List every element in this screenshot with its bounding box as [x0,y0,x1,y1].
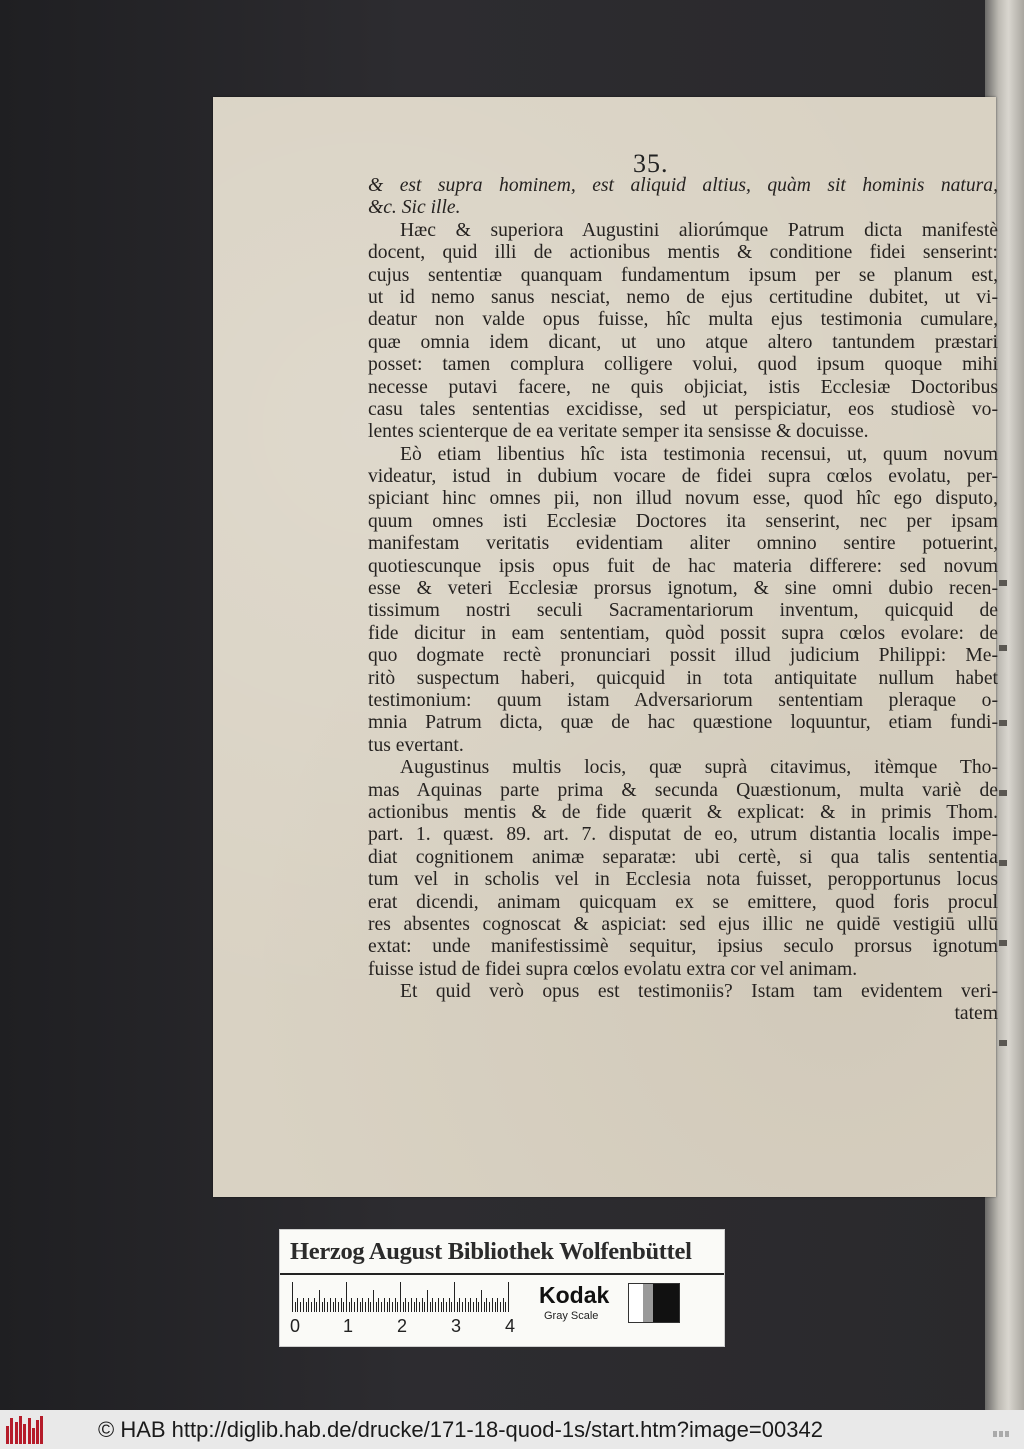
page-text-block [368,175,998,1026]
logo-bar [28,1418,31,1444]
text-line: &c. Sic ille. [368,197,461,219]
ruler-tick [446,1302,447,1312]
page-number: 35. [633,149,669,178]
ruler-tick [414,1302,415,1312]
ruler-tick [435,1302,436,1312]
footer-mini-icon [993,1424,1013,1430]
ruler-tick [489,1302,490,1312]
ruler-tick [381,1302,382,1312]
text-line: deatur non valde opus fuisse, hîc multa ejus testimonia cumulare, [368,309,998,331]
edge-mark [999,645,1007,651]
ruler-tick [432,1298,433,1312]
ruler-tick [449,1298,450,1312]
ruler-tick [459,1298,460,1312]
kodak-logo: Kodak [539,1282,610,1308]
logo-bar [15,1422,18,1444]
ruler-tick [338,1302,339,1312]
ruler-tick [354,1302,355,1312]
ruler-tick [486,1298,487,1312]
ruler-number: 1 [343,1316,354,1336]
ruler-tick [384,1298,385,1312]
text-line: quum omnes isti Ecclesiæ Doctores ita senserint, nec per ipsam [368,510,998,532]
ruler-number: 3 [451,1316,462,1336]
ruler-tick [362,1298,363,1312]
card-divider [280,1273,724,1275]
ruler-tick [392,1302,393,1312]
gray-scale-patch [628,1283,680,1323]
ruler-tick [468,1302,469,1312]
ruler-tick [408,1302,409,1312]
logo-bar [32,1428,35,1444]
edge-mark [999,720,1007,726]
text-line: spiciant hinc omnes pii, non illud novum esse, quod hîc ego disputo, [368,488,998,510]
ruler-tick [422,1298,423,1312]
text-line: extat: unde manifestissimè sequitur, ipsius seculo prorsus ignotum [368,936,998,958]
ruler-tick [365,1302,366,1312]
logo-bar [6,1426,9,1444]
ruler-tick [346,1282,347,1312]
ruler-tick [443,1298,444,1312]
text-line: fuisse istud de fidei supra cœlos evolatu extra cor vel animam. [368,958,858,980]
text-line: lentes scienterque de ea veritate semper ita sensisse & docuisse. [368,421,869,443]
ruler-tick [411,1298,412,1312]
logo-bar [10,1418,13,1444]
ruler-tick [311,1302,312,1312]
ruler-tick [397,1302,398,1312]
text-line: posset: tamen complura colligere volui, quod ipsum quoque mihi [368,354,998,376]
ruler-tick [395,1298,396,1312]
ruler-tick [481,1290,482,1312]
ruler-tick [376,1302,377,1312]
text-line: fide dicitur in eam sententiam, quòd possit supra cœlos evolare: de [368,622,998,644]
ruler-tick [441,1302,442,1312]
ruler-tick [419,1302,420,1312]
text-line: tissimum nostri seculi Sacramentariorum inventum, quicquid de [368,600,998,622]
ruler-tick [492,1298,493,1312]
ruler-tick [300,1302,301,1312]
ruler-tick [351,1298,352,1312]
ruler-tick [360,1302,361,1312]
ruler-tick [319,1290,320,1312]
ruler-tick [478,1302,479,1312]
ruler-number: 4 [505,1316,516,1336]
ruler-tick [306,1302,307,1312]
logo-bar [36,1420,39,1444]
text-line: esse & veteri Ecclesiæ prorsus ignotum, & sine omni dubio recen- [368,578,998,600]
ruler-tick [403,1302,404,1312]
book-page [213,97,996,1197]
text-line: diat cognitionem animæ separatæ: ubi certè, si qua talis sententia [368,846,998,868]
ruler-tick [322,1302,323,1312]
text-line: casu tales sententias excidisse, sed ut perspiciatur, eos studiosè vo- [368,398,998,420]
footer-copyright-url[interactable]: © HAB http://diglib.hab.de/drucke/171-18-quod-1s/start.htm?image=00342 [98,1417,823,1442]
text-line: videatur, istud in dubium vocare de fidei supra cœlos evolatu, per- [368,466,998,488]
edge-mark [999,860,1007,866]
ruler-tick [473,1302,474,1312]
ruler-tick [335,1298,336,1312]
text-line: mas Aquinas parte prima & secunda Quæstionum, multa variè de [368,779,998,801]
text-line: testimonium: quum istam Adversariorum sententiam pleraque o- [368,689,998,711]
ruler-tick [405,1298,406,1312]
text-line: & est supra hominem, est aliquid altius, quàm sit hominis natura, [368,175,998,196]
ruler-tick [454,1282,455,1312]
ruler-tick [457,1302,458,1312]
ruler-tick [343,1302,344,1312]
ruler-tick [368,1298,369,1312]
text-line: tus evertant. [368,734,464,756]
text-line: tum vel in scholis vel in Ecclesia nota fuisset, peropportunus locus [368,869,998,891]
ruler-tick [387,1302,388,1312]
ruler-tick [427,1290,428,1312]
ruler-tick [416,1298,417,1312]
ruler-tick [500,1302,501,1312]
ruler-tick [308,1298,309,1312]
ruler-tick [430,1302,431,1312]
hab-logo-icon [6,1416,46,1444]
text-line: Et quid verò opus est testimoniis? Istam tam evidentem veri- [400,981,998,1003]
text-line: mnia Patrum dicta, quæ de hac quæstione loquuntur, etiam fundi- [368,712,998,734]
text-line: erat dicendi, animam quicquam ex se emittere, quod foris procul [368,891,998,913]
ruler-tick [295,1302,296,1312]
gray-swatch [643,1284,653,1322]
logo-bar [19,1416,22,1444]
edge-mark [999,790,1007,796]
text-line: quotiescunque ipsis opus fuit de hac materia differere: sed novum [368,555,998,577]
ruler-tick [378,1298,379,1312]
ruler-tick [389,1298,390,1312]
ruler-tick [316,1302,317,1312]
ruler-tick [497,1298,498,1312]
text-line: Augustinus multis locis, quæ suprà citavimus, itèmque Tho- [400,757,998,779]
text-line: necesse putavi facere, ne quis objiciat, istis Ecclesiæ Doctoribus [368,376,998,398]
text-line: docent, quid illi de actionibus mentis & conditione fidei senserint: [368,242,998,264]
ruler-tick [330,1298,331,1312]
ruler-tick [462,1302,463,1312]
ruler-tick [373,1290,374,1312]
text-line: actionibus mentis & de fide quærit & explicat: & in primis Thom. [368,801,998,823]
ruler-tick [508,1282,509,1312]
ruler-tick [349,1302,350,1312]
ruler-number: 2 [397,1316,408,1336]
text-line: cujus sententiæ quanquam fundamentum ipsum per se planum est, [368,264,998,286]
ruler-tick [314,1298,315,1312]
text-line: tatem [954,1003,998,1025]
ruler-tick [484,1302,485,1312]
footer-bar [0,1410,1024,1449]
ruler-tick [400,1282,401,1312]
logo-bar [23,1424,26,1444]
ruler-tick [424,1302,425,1312]
ruler-tick [470,1298,471,1312]
ruler-tick [303,1298,304,1312]
edge-mark [999,580,1007,586]
ruler-number: 0 [290,1316,301,1336]
ruler-tick [292,1282,293,1312]
black-swatch [653,1284,679,1322]
text-line: part. 1. quæst. 89. art. 7. disputat de eo, utrum distantia localis impe- [368,824,998,846]
logo-bar [40,1416,43,1444]
ruler-tick [333,1302,334,1312]
text-line: Eò etiam libentius hîc ista testimonia recensui, ut, quum novum [400,443,998,465]
text-line: ritò suspectum haberi, quicquid in tota antiquitate nullum habet [368,667,998,689]
text-line: Hæc & superiora Augustini aliorúmque Patrum dicta manifestè [400,219,998,241]
ruler-tick [451,1302,452,1312]
text-line: manifestam veritatis evidentiam aliter omnino sentire potuerint, [368,533,998,555]
edge-mark [999,1040,1007,1046]
text-line: quo dogmate rectè pronunciari possit illud judicium Philippi: Me- [368,645,998,667]
text-line: res absentes cognoscat & aspiciat: sed ejus illic ne quidē vestigiū ullū [368,913,998,935]
text-line: quæ omnia idem dicant, ut uno atque altero tantundem præstari [368,331,998,353]
ruler-tick [341,1298,342,1312]
ruler-tick [370,1302,371,1312]
ruler-tick [465,1298,466,1312]
ruler-tick [503,1298,504,1312]
ruler-tick [357,1298,358,1312]
edge-mark [999,940,1007,946]
ruler-tick [327,1302,328,1312]
ruler-tick [297,1298,298,1312]
ruler-tick [476,1298,477,1312]
kodak-subtitle: Gray Scale [544,1310,599,1322]
library-name: Herzog August Bibliothek Wolfenbüttel [290,1238,692,1265]
color-calibration-card [279,1229,725,1347]
ruler-tick [324,1298,325,1312]
ruler-tick [495,1302,496,1312]
text-line: ut id nemo sanus nesciat, nemo de ejus certitudine dubitet, ut vi- [368,286,998,308]
ruler-tick [505,1302,506,1312]
ruler-tick [438,1298,439,1312]
